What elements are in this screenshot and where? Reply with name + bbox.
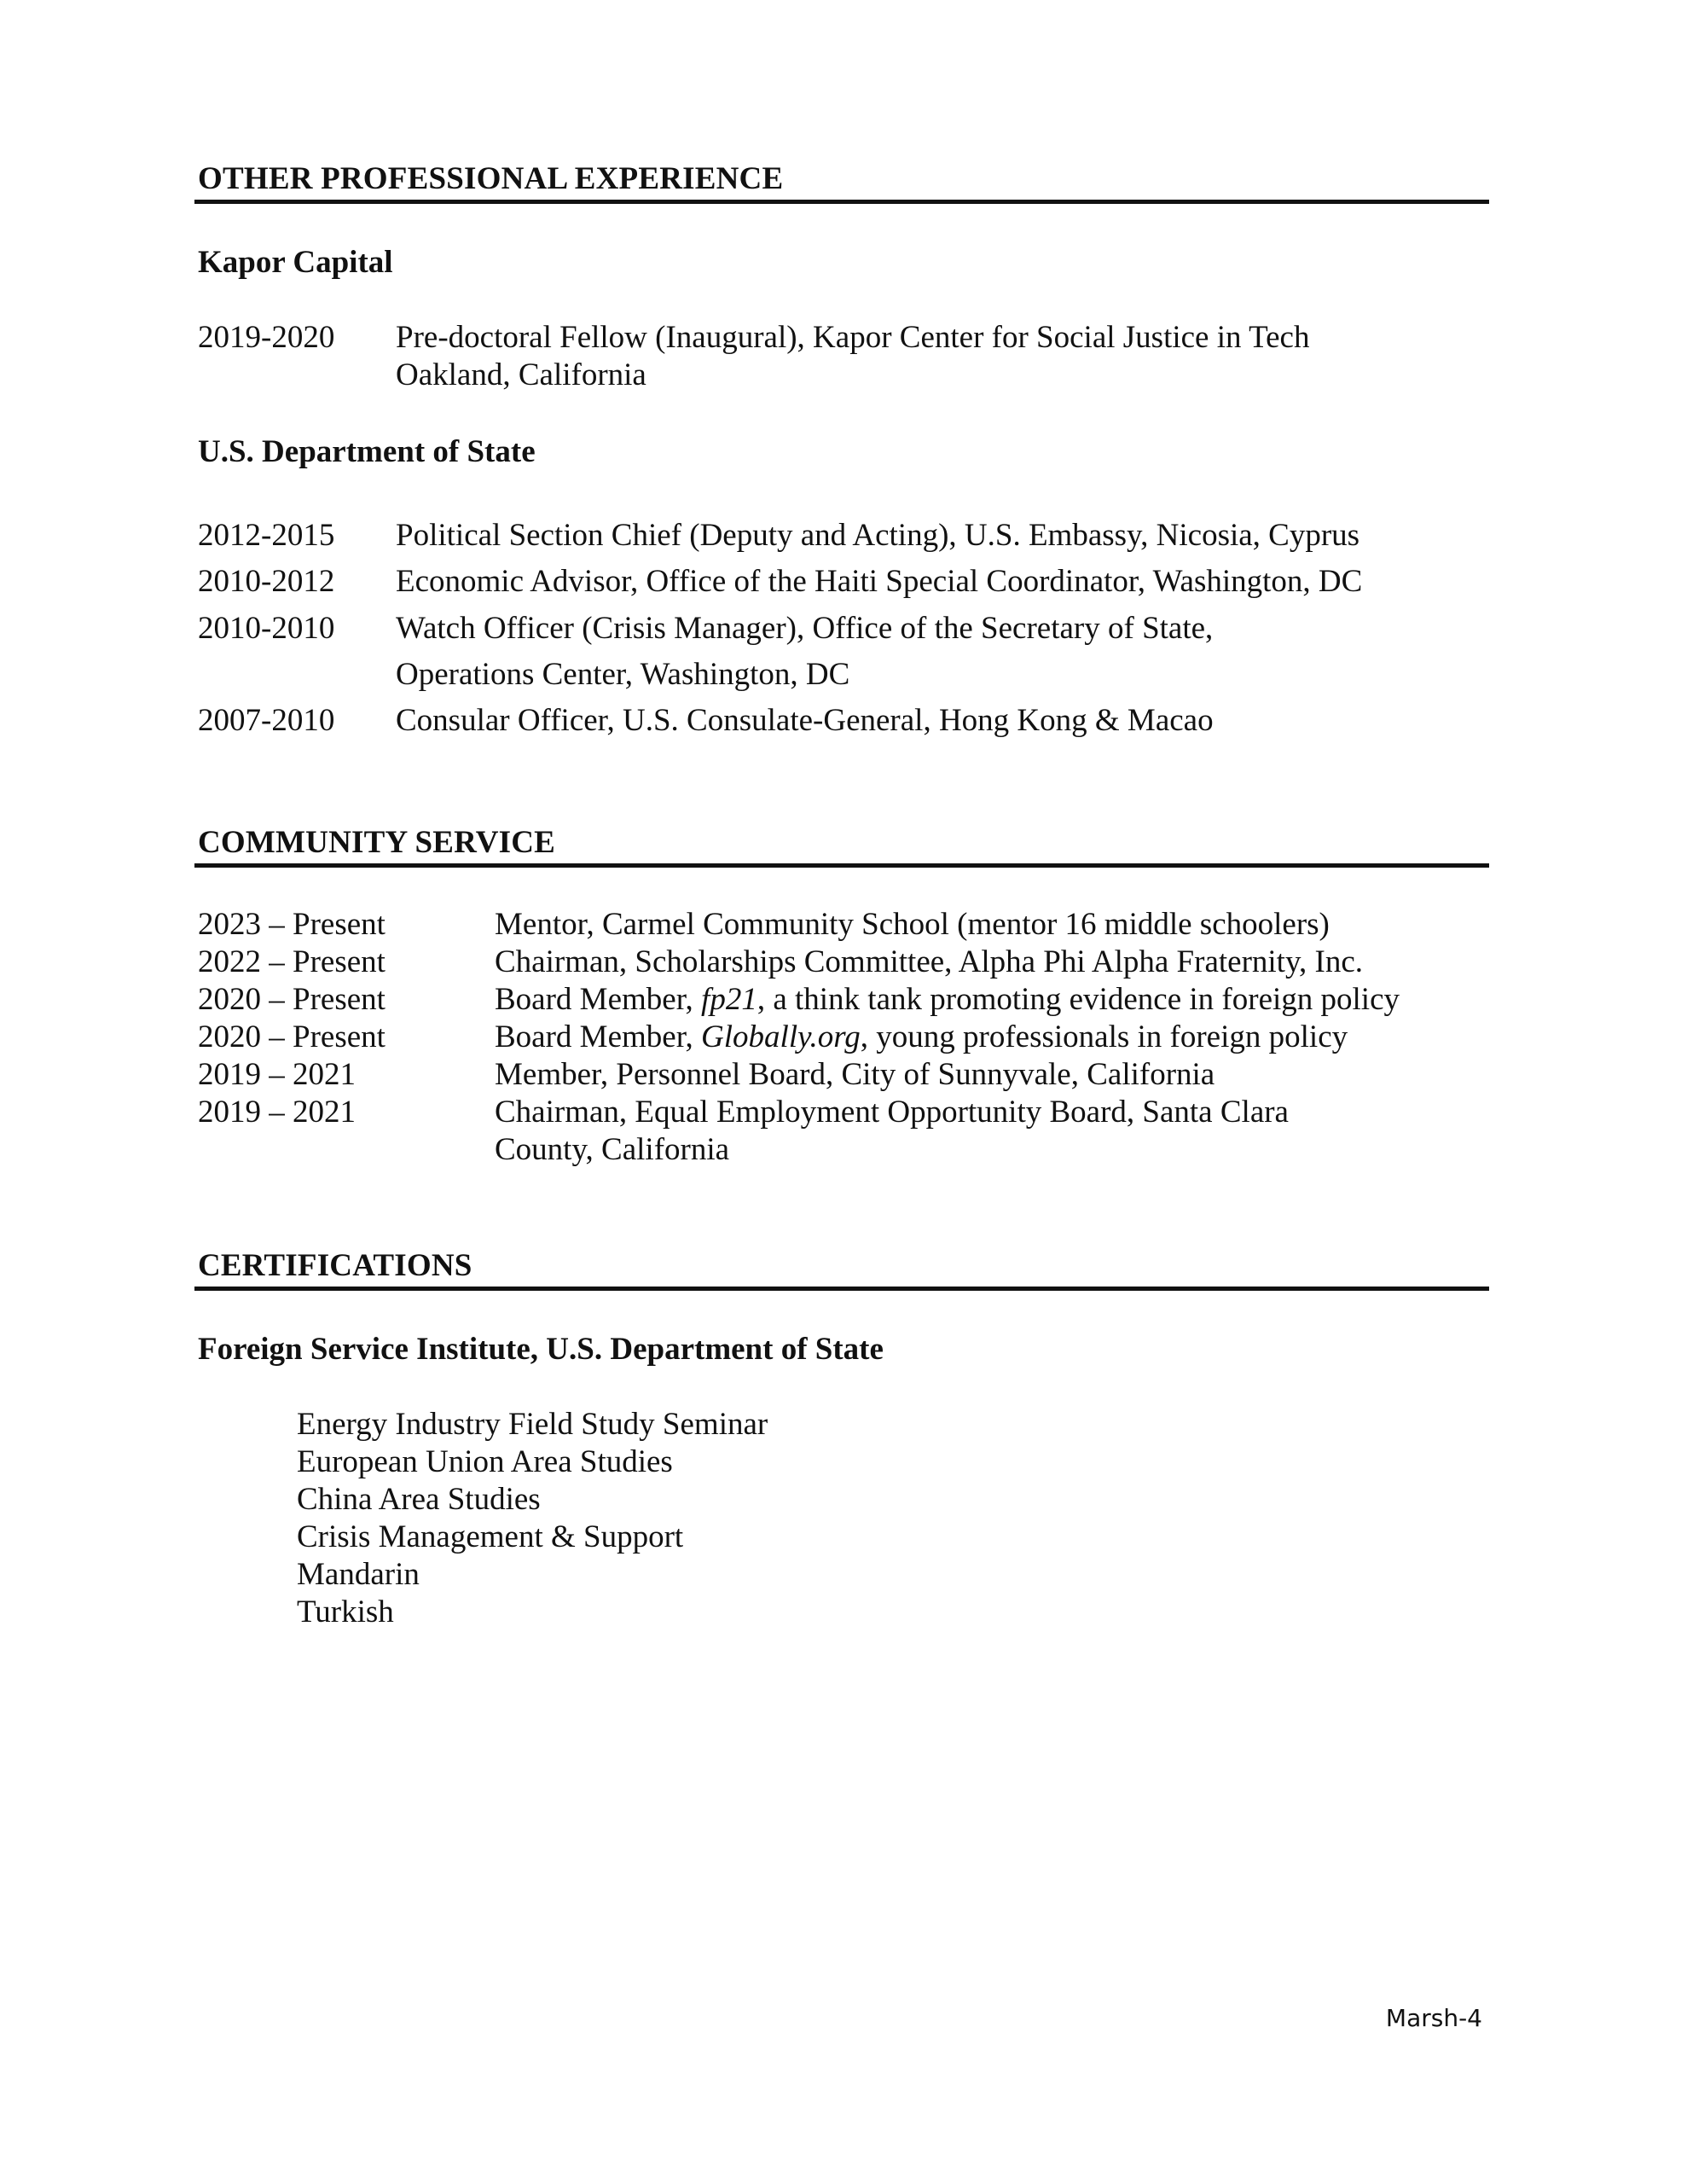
service-text: Board Member, (495, 1019, 702, 1054)
service-description: Mentor, Carmel Community School (mentor 16 middle schoolers) (495, 907, 1330, 942)
org-name-italic: fp21 (701, 982, 757, 1017)
certification-item: China Area Studies (297, 1482, 541, 1517)
service-description (495, 1019, 1348, 1056)
entry-description: Economic Advisor, Office of the Haiti Special Coordinator, Washington, DC (396, 564, 1363, 599)
service-date: 2019 – 2021 (198, 1057, 356, 1092)
certification-item: European Union Area Studies (297, 1444, 673, 1479)
org-kapor-capital: Kapor Capital (198, 245, 393, 280)
page-number: Marsh-4 (1385, 2004, 1482, 2032)
section-rule (194, 200, 1489, 204)
certification-item: Energy Industry Field Study Seminar (297, 1407, 768, 1442)
service-date: 2023 – Present (198, 907, 386, 942)
service-description: Chairman, Scholarships Committee, Alpha Phi Alpha Fraternity, Inc. (495, 944, 1364, 979)
entry-description-cont: Operations Center, Washington, DC (396, 657, 850, 692)
service-description: Member, Personnel Board, City of Sunnyvale, California (495, 1057, 1215, 1092)
org-name-italic: Globally.org (701, 1019, 861, 1054)
entry-date: 2010-2010 (198, 611, 335, 646)
service-text: , a think tank promoting evidence in foreign policy (757, 982, 1400, 1017)
certification-item: Mandarin (297, 1557, 420, 1592)
certification-item: Turkish (297, 1594, 394, 1629)
org-us-department-of-state: U.S. Department of State (198, 434, 536, 469)
entry-date: 2007-2010 (198, 703, 335, 738)
section-heading-community-service: COMMUNITY SERVICE (198, 825, 556, 860)
entry-date: 2019-2020 (198, 320, 335, 355)
entry-description: Pre-doctoral Fellow (Inaugural), Kapor Center for Social Justice in Tech (396, 320, 1310, 355)
entry-date: 2012-2015 (198, 518, 335, 553)
service-description: Chairman, Equal Employment Opportunity Board, Santa Clara (495, 1095, 1289, 1130)
service-date: 2020 – Present (198, 982, 386, 1017)
section-rule (194, 1287, 1489, 1291)
section-rule (194, 863, 1489, 868)
service-date: 2020 – Present (198, 1019, 386, 1054)
section-heading-other-experience: OTHER PROFESSIONAL EXPERIENCE (198, 161, 784, 196)
service-text: Board Member, (495, 982, 702, 1017)
entry-description: Consular Officer, U.S. Consulate-General, Hong Kong & Macao (396, 703, 1214, 738)
entry-description: Political Section Chief (Deputy and Acting), U.S. Embassy, Nicosia, Cyprus (396, 518, 1360, 553)
section-heading-certifications: CERTIFICATIONS (198, 1248, 472, 1283)
service-text: , young professionals in foreign policy (860, 1019, 1348, 1054)
org-foreign-service-institute: Foreign Service Institute, U.S. Department of State (198, 1332, 884, 1367)
entry-description-cont: Oakland, California (396, 357, 646, 392)
entry-date: 2010-2012 (198, 564, 335, 599)
service-date: 2022 – Present (198, 944, 386, 979)
service-description (495, 981, 1400, 1019)
certification-item: Crisis Management & Support (297, 1519, 684, 1554)
service-description-cont: County, California (495, 1132, 730, 1167)
entry-description: Watch Officer (Crisis Manager), Office of the Secretary of State, (396, 611, 1214, 646)
service-date: 2019 – 2021 (198, 1095, 356, 1130)
